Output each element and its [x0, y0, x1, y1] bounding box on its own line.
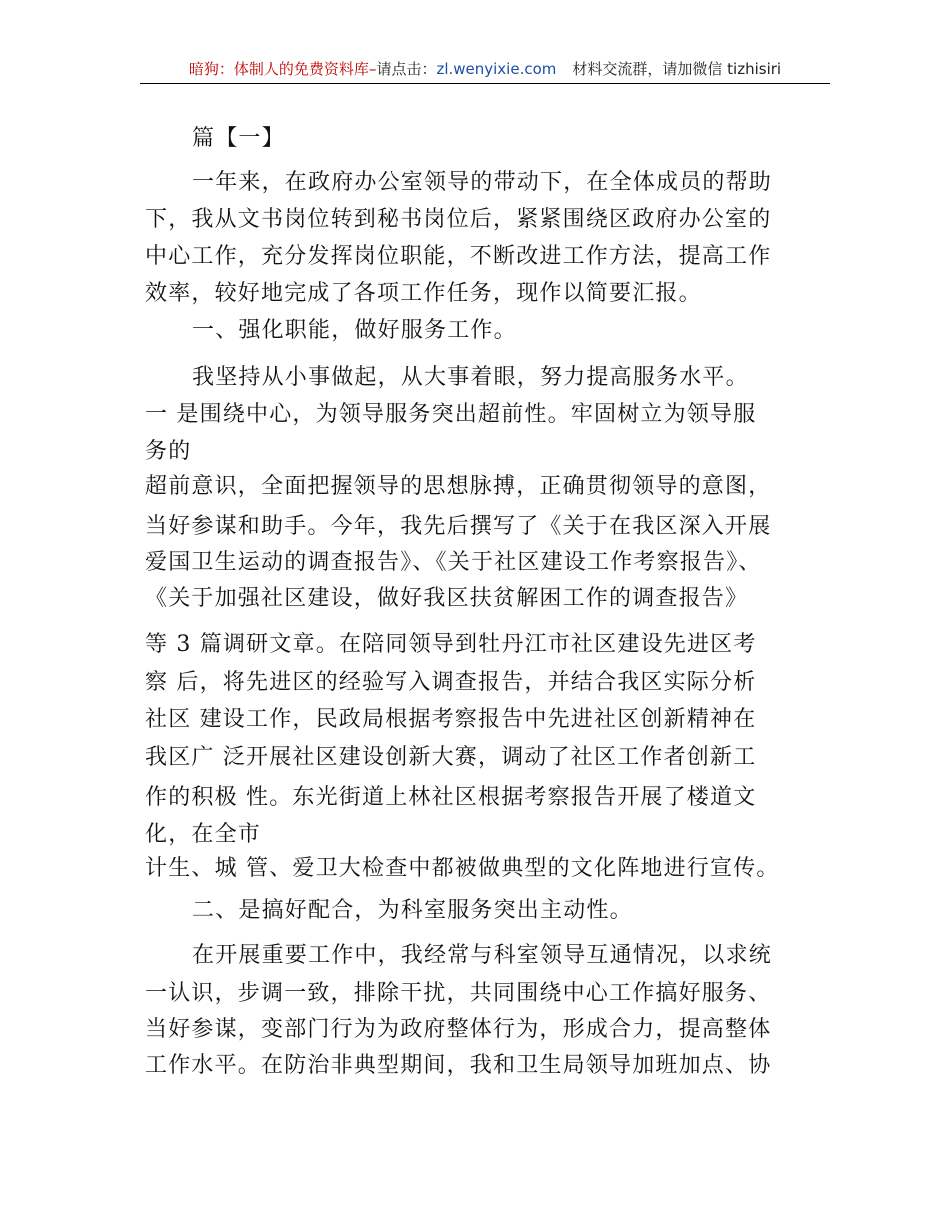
- text-line: 下，我从文书岗位转到秘书岗位后，紧紧围绕区政府办公室的: [145, 207, 772, 232]
- text-line: 化，在全市: [145, 822, 262, 847]
- text-line: 社区 建设工作，民政局根据考察报告中先进社区创新精神在: [145, 707, 757, 732]
- text-line: 中心工作，充分发挥岗位职能，不断改进工作方法，提高工作: [145, 244, 772, 269]
- text-line: 察 后，将先进区的经验写入调查报告，并结合我区实际分析: [145, 670, 757, 695]
- heading-line: 一、强化职能，做好服务工作。: [192, 318, 517, 343]
- text-line: 当好参谋，变部门行为为政府整体行为，形成合力，提高整体: [145, 1017, 772, 1042]
- text-line: 一认识，步调一致，排除干扰，共同围绕中心工作搞好服务、: [145, 981, 772, 1006]
- text-line: 计生、城 管、爱卫大检查中都被做典型的文化阵地进行宣传。: [145, 856, 780, 881]
- click-label: 请点击：: [376, 60, 437, 78]
- site-link[interactable]: zl.wenyixie.com: [436, 60, 557, 78]
- text-line: 效率，较好地完成了各项工作任务，现作以简要汇报。: [145, 281, 702, 306]
- site-label: 暗狗：体制人的免费资料库: [188, 60, 369, 78]
- text-line: 我区广 泛开展社区建设创新大赛，调动了社区工作者创新工: [145, 745, 757, 770]
- text-line: 爱国卫生运动的调查报告》、《关于社区建设工作考察报告》、: [145, 550, 762, 575]
- text-line: 一 是围绕中心，为领导服务突出超前性。牢固树立为领导服: [145, 402, 757, 427]
- text-line: 务的: [145, 439, 192, 464]
- text-line: 等 3 篇调研文章。在陪同领导到牡丹江市社区建设先进区考: [145, 632, 757, 657]
- text-line: 我坚持从小事做起，从大事着眼，努力提高服务水平。: [192, 365, 749, 390]
- section-title: 篇【一】: [192, 126, 285, 151]
- text-line: 在开展重要工作中，我经常与科室领导互通情况，以求统: [192, 943, 773, 968]
- text-line: 《关于加强社区建设，做好我区扶贫解困工作的调查报告》: [145, 586, 749, 611]
- text-line: 一年来，在政府办公室领导的带动下，在全体成员的帮助: [192, 170, 773, 195]
- text-line: 当好参谋和助手。今年，我先后撰写了《关于在我区深入开展: [145, 514, 772, 539]
- page-header: [140, 58, 830, 84]
- text-line: 工作水平。在防治非典型期间，我和卫生局领导加班加点、协: [145, 1053, 772, 1078]
- text-line: 超前意识，全面把握领导的思想脉搏，正确贯彻领导的意图，: [145, 474, 772, 499]
- group-text: 材料交流群，请加微信 tizhisiri: [572, 60, 782, 78]
- text-line: 作的积极 性。东光街道上林社区根据考察报告开展了楼道文: [145, 785, 757, 810]
- heading-line: 二、是搞好配合，为科室服务突出主动性。: [192, 898, 633, 923]
- header-dash: –: [368, 60, 377, 78]
